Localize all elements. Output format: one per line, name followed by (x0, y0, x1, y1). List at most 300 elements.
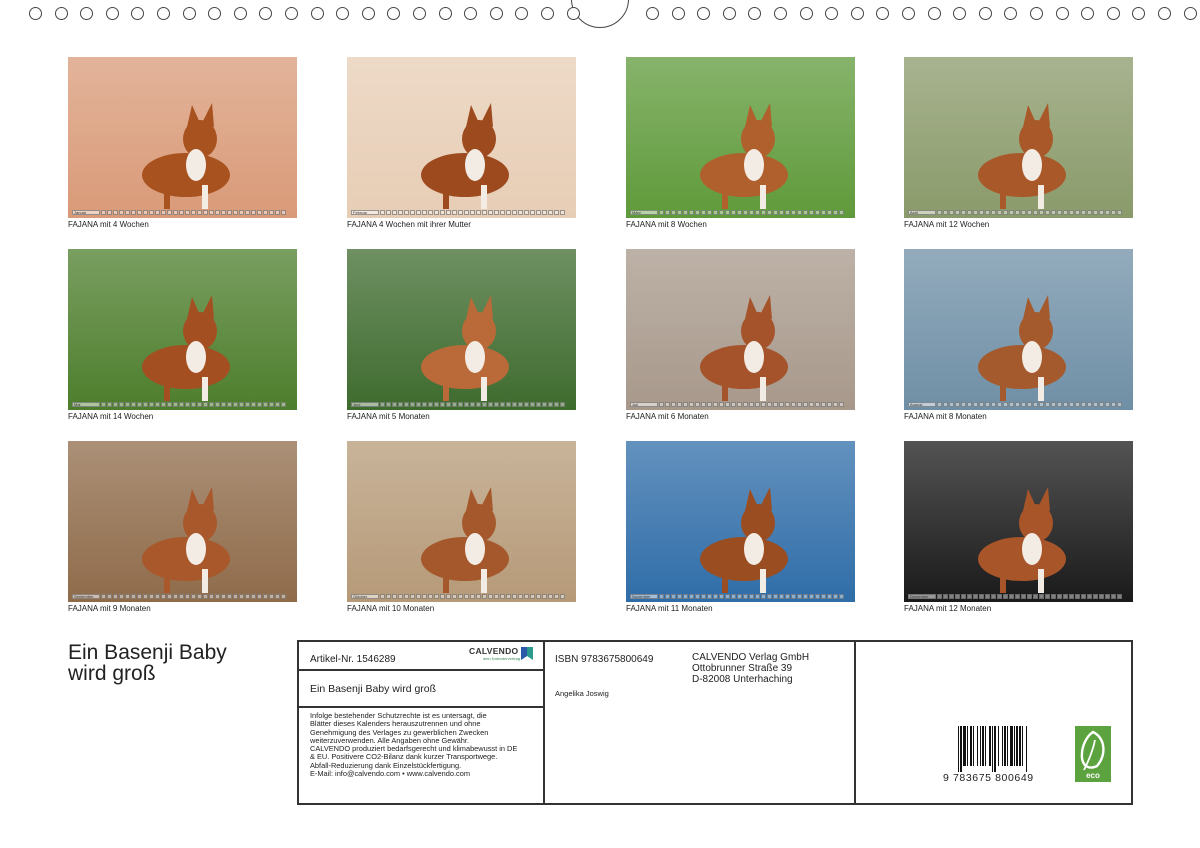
barcode-bar (1002, 726, 1003, 766)
day-cell (506, 402, 511, 407)
day-cell (275, 210, 280, 215)
day-cell (755, 594, 760, 599)
binding-hole (697, 7, 710, 20)
month-label: Februar (351, 210, 379, 215)
day-cell (1087, 402, 1092, 407)
day-cell (743, 402, 748, 407)
day-cell (512, 594, 517, 599)
month-calendar-strip (630, 593, 844, 599)
day-cell (404, 402, 409, 407)
barcode-bar (973, 726, 974, 766)
day-cell (524, 210, 529, 215)
binding-hole (748, 7, 761, 20)
publisher-address (692, 652, 809, 685)
day-cell (554, 210, 559, 215)
day-cell (536, 210, 541, 215)
photo-caption: FAJANA mit 8 Monaten (904, 412, 987, 421)
divider (299, 669, 543, 671)
day-cell (955, 402, 960, 407)
day-cell (731, 210, 736, 215)
spiral-binding (0, 0, 1200, 30)
day-cell (548, 210, 553, 215)
day-cell (506, 210, 511, 215)
binding-hole (336, 7, 349, 20)
day-cell (500, 594, 505, 599)
day-cell (985, 594, 990, 599)
day-cell (119, 402, 124, 407)
day-cell (737, 594, 742, 599)
legal-notice (310, 712, 517, 778)
day-cell (422, 210, 427, 215)
month-calendar-strip (351, 209, 565, 215)
calvendo-logo (469, 646, 535, 664)
day-cell (731, 402, 736, 407)
day-cell (695, 210, 700, 215)
binding-hole (646, 7, 659, 20)
month-label: März (630, 210, 658, 215)
day-cell (560, 402, 565, 407)
day-cell (749, 594, 754, 599)
day-cell (500, 402, 505, 407)
day-cell (937, 210, 942, 215)
binding-hole (311, 7, 324, 20)
day-cell (209, 402, 214, 407)
day-cell (1111, 210, 1116, 215)
day-cell (512, 210, 517, 215)
day-cell (1075, 210, 1080, 215)
day-cell (233, 210, 238, 215)
day-cell (671, 210, 676, 215)
day-cell (191, 594, 196, 599)
day-cell (1099, 210, 1104, 215)
day-cell (689, 594, 694, 599)
day-cell (113, 594, 118, 599)
day-cell (125, 210, 130, 215)
barcode-bar (1004, 726, 1006, 766)
puppy-in-hand-photo (68, 57, 297, 218)
photo-caption: FAJANA mit 11 Monaten (626, 604, 713, 613)
month-label: Oktober (351, 594, 379, 599)
day-cell (470, 210, 475, 215)
day-cell (494, 402, 499, 407)
day-cell (173, 210, 178, 215)
day-cell (1063, 594, 1068, 599)
day-cell (167, 594, 172, 599)
day-cell (239, 402, 244, 407)
day-cell (245, 594, 250, 599)
day-cell (434, 594, 439, 599)
day-cell (191, 402, 196, 407)
day-cell (542, 402, 547, 407)
day-cell (452, 402, 457, 407)
photo-caption: FAJANA 4 Wochen mit ihrer Mutter (347, 220, 471, 229)
day-cell (973, 594, 978, 599)
day-cell (749, 402, 754, 407)
day-cell (1045, 402, 1050, 407)
dog-on-beach-photo (626, 249, 855, 410)
day-cell (209, 210, 214, 215)
binding-hole (1056, 7, 1069, 20)
day-cell (1105, 594, 1110, 599)
day-cell (398, 210, 403, 215)
day-cell (937, 594, 942, 599)
day-cell (839, 594, 844, 599)
day-cell (239, 594, 244, 599)
photo-caption: FAJANA mit 14 Wochen (68, 412, 154, 421)
day-cell (773, 402, 778, 407)
day-cell (1111, 402, 1116, 407)
photo-caption: FAJANA mit 6 Monaten (626, 412, 709, 421)
barcode-bar (960, 726, 962, 772)
binding-hole (672, 7, 685, 20)
day-cell (113, 402, 118, 407)
day-cell (1063, 402, 1068, 407)
dog-racing-photo (347, 441, 576, 602)
photo-caption: FAJANA mit 12 Wochen (904, 220, 990, 229)
day-cell (737, 402, 742, 407)
day-cell (1069, 594, 1074, 599)
day-cell (1039, 210, 1044, 215)
day-cell (518, 594, 523, 599)
binding-hole (362, 7, 375, 20)
day-cell (1057, 402, 1062, 407)
barcode-bar (985, 726, 986, 766)
day-cell (809, 594, 814, 599)
calvendo-logo-icon (521, 647, 533, 660)
binding-hole (1081, 7, 1094, 20)
barcode-bar (994, 726, 996, 772)
binding-hole (29, 7, 42, 20)
day-cell (233, 402, 238, 407)
photo-caption: FAJANA mit 5 Monaten (347, 412, 430, 421)
day-cell (179, 402, 184, 407)
day-cell (422, 594, 427, 599)
legal-line: & EU. Positivere CO2-Bilanz dank kurzer Transportwege. (310, 752, 498, 762)
binding-hole (413, 7, 426, 20)
day-cell (943, 594, 948, 599)
barcode-bar (992, 726, 993, 772)
month-label: August (908, 402, 936, 407)
day-cell (155, 594, 160, 599)
day-cell (1081, 402, 1086, 407)
day-cell (1081, 594, 1086, 599)
day-cell (263, 402, 268, 407)
day-cell (410, 594, 415, 599)
day-cell (269, 594, 274, 599)
info-box (297, 640, 1133, 805)
day-cell (827, 594, 832, 599)
day-cell (548, 402, 553, 407)
day-cell (1057, 594, 1062, 599)
day-cell (1039, 594, 1044, 599)
dog-with-leaf-photo (68, 441, 297, 602)
publisher-city: D-82008 Unterhaching (692, 674, 793, 685)
binding-hole (1132, 7, 1145, 20)
day-cell (961, 594, 966, 599)
calendar-title-small: Ein Basenji Baby wird groß (310, 683, 437, 695)
day-cell (263, 210, 268, 215)
day-cell (440, 402, 445, 407)
day-cell (167, 402, 172, 407)
day-cell (530, 594, 535, 599)
dog-with-flowers-photo (347, 249, 576, 410)
day-cell (991, 210, 996, 215)
day-cell (452, 594, 457, 599)
day-cell (203, 594, 208, 599)
barcode-bar (1016, 726, 1018, 766)
day-cell (101, 210, 106, 215)
day-cell (554, 594, 559, 599)
day-cell (107, 594, 112, 599)
day-cell (725, 594, 730, 599)
barcode-bar (963, 726, 966, 766)
day-cell (227, 210, 232, 215)
month-calendar-strip (72, 401, 286, 407)
day-cell (713, 210, 718, 215)
day-cell (797, 594, 802, 599)
day-cell (386, 210, 391, 215)
day-cell (949, 594, 954, 599)
day-cell (269, 210, 274, 215)
day-cell (1057, 210, 1062, 215)
calendar-title-line2: wird groß (68, 662, 156, 685)
day-cell (1009, 210, 1014, 215)
day-cell (707, 594, 712, 599)
dog-in-grass-photo (68, 249, 297, 410)
day-cell (113, 210, 118, 215)
binding-hole (902, 7, 915, 20)
barcode (958, 726, 1054, 772)
day-cell (1087, 210, 1092, 215)
day-cell (1087, 594, 1092, 599)
day-cell (281, 594, 286, 599)
binding-hole (1004, 7, 1017, 20)
day-cell (185, 402, 190, 407)
barcode-bar (970, 726, 972, 766)
binding-hole (80, 7, 93, 20)
binding-hole (723, 7, 736, 20)
month-calendar-strip (908, 593, 1122, 599)
day-cell (1027, 594, 1032, 599)
barcode-bar (1022, 726, 1023, 766)
day-cell (107, 210, 112, 215)
day-cell (1075, 402, 1080, 407)
month-label: Mai (72, 402, 100, 407)
month-calendar-strip (72, 209, 286, 215)
day-cell (1045, 210, 1050, 215)
day-cell (967, 402, 972, 407)
day-cell (713, 402, 718, 407)
day-cell (386, 594, 391, 599)
day-cell (380, 402, 385, 407)
day-cell (251, 210, 256, 215)
day-cell (245, 210, 250, 215)
day-cell (197, 210, 202, 215)
binding-hole (131, 7, 144, 20)
day-cell (161, 594, 166, 599)
day-cell (665, 594, 670, 599)
day-cell (719, 210, 724, 215)
day-cell (482, 594, 487, 599)
day-cell (452, 210, 457, 215)
day-cell (991, 594, 996, 599)
day-cell (203, 402, 208, 407)
day-cell (973, 210, 978, 215)
day-cell (803, 594, 808, 599)
day-cell (155, 402, 160, 407)
day-cell (446, 594, 451, 599)
day-cell (221, 594, 226, 599)
day-cell (791, 594, 796, 599)
day-cell (173, 402, 178, 407)
day-cell (245, 402, 250, 407)
calvendo-logo-text: CALVENDO (469, 646, 519, 656)
day-cell (107, 402, 112, 407)
day-cell (967, 594, 972, 599)
day-cell (494, 594, 499, 599)
month-label: April (908, 210, 936, 215)
day-cell (239, 210, 244, 215)
day-cell (554, 402, 559, 407)
day-cell (143, 594, 148, 599)
month-label: Juli (630, 402, 658, 407)
dog-on-leash-photo (904, 57, 1133, 218)
day-cell (1081, 210, 1086, 215)
day-cell (937, 402, 942, 407)
day-cell (380, 594, 385, 599)
binding-hole (928, 7, 941, 20)
day-cell (1075, 594, 1080, 599)
day-cell (464, 402, 469, 407)
barcode-bar (1026, 726, 1027, 772)
day-cell (209, 594, 214, 599)
legal-line: E-Mail: info@calvendo.com • www.calvendo.com (310, 769, 471, 779)
day-cell (251, 594, 256, 599)
day-cell (197, 594, 202, 599)
day-cell (1009, 402, 1014, 407)
day-cell (167, 210, 172, 215)
day-cell (1021, 210, 1026, 215)
day-cell (943, 210, 948, 215)
day-cell (518, 210, 523, 215)
day-cell (125, 594, 130, 599)
day-cell (173, 594, 178, 599)
day-cell (137, 402, 142, 407)
day-cell (131, 210, 136, 215)
day-cell (725, 210, 730, 215)
day-cell (119, 594, 124, 599)
day-cell (701, 402, 706, 407)
day-cell (659, 402, 664, 407)
day-cell (815, 402, 820, 407)
day-cell (737, 210, 742, 215)
day-cell (227, 402, 232, 407)
day-cell (434, 402, 439, 407)
day-cell (494, 210, 499, 215)
day-cell (1093, 594, 1098, 599)
day-cell (524, 402, 529, 407)
divider (299, 706, 543, 708)
legal-line: Infolge bestehender Schutzrechte ist es untersagt, die (310, 711, 487, 720)
day-cell (979, 210, 984, 215)
day-cell (659, 210, 664, 215)
photo-caption: FAJANA mit 9 Monaten (68, 604, 151, 613)
day-cell (1015, 594, 1020, 599)
day-cell (476, 594, 481, 599)
day-cell (440, 594, 445, 599)
day-cell (1051, 210, 1056, 215)
day-cell (275, 402, 280, 407)
binding-hole (774, 7, 787, 20)
day-cell (416, 402, 421, 407)
day-cell (1045, 594, 1050, 599)
day-cell (719, 594, 724, 599)
day-cell (488, 594, 493, 599)
day-cell (833, 594, 838, 599)
day-cell (1051, 402, 1056, 407)
day-cell (821, 402, 826, 407)
day-cell (530, 402, 535, 407)
month-label: September (72, 594, 100, 599)
binding-hole (55, 7, 68, 20)
calendar-title-line1: Ein Basenji Baby (68, 641, 227, 664)
barcode-bar (1019, 726, 1021, 766)
day-cell (542, 210, 547, 215)
day-cell (119, 210, 124, 215)
legal-line: Genehmigung des Verlages zu gewerblichen Zwecken (310, 727, 489, 737)
binding-hole (800, 7, 813, 20)
day-cell (1015, 402, 1020, 407)
day-cell (1105, 210, 1110, 215)
day-cell (743, 210, 748, 215)
day-cell (1009, 594, 1014, 599)
barcode-digits: 9 783675 800649 (943, 772, 1034, 784)
day-cell (755, 402, 760, 407)
barcode-bar (967, 726, 968, 766)
day-cell (797, 402, 802, 407)
binding-hole (567, 7, 580, 20)
binding-hole (1158, 7, 1171, 20)
day-cell (815, 594, 820, 599)
day-cell (689, 210, 694, 215)
day-cell (416, 594, 421, 599)
binding-hole (183, 7, 196, 20)
legal-line: Abfall-Reduzierung dank Einzelstückfertigung. (310, 760, 462, 770)
day-cell (1027, 210, 1032, 215)
day-cell (791, 402, 796, 407)
day-cell (488, 402, 493, 407)
day-cell (440, 210, 445, 215)
binding-hole (1030, 7, 1043, 20)
day-cell (137, 210, 142, 215)
day-cell (985, 402, 990, 407)
day-cell (215, 594, 220, 599)
day-cell (1069, 210, 1074, 215)
author: Angelika Joswig (555, 689, 609, 698)
day-cell (1117, 594, 1122, 599)
day-cell (386, 402, 391, 407)
day-cell (143, 402, 148, 407)
day-cell (1093, 402, 1098, 407)
day-cell (1111, 594, 1116, 599)
day-cell (827, 402, 832, 407)
day-cell (263, 594, 268, 599)
day-cell (422, 402, 427, 407)
day-cell (833, 210, 838, 215)
day-cell (725, 402, 730, 407)
binding-hole (515, 7, 528, 20)
binding-hole (259, 7, 272, 20)
